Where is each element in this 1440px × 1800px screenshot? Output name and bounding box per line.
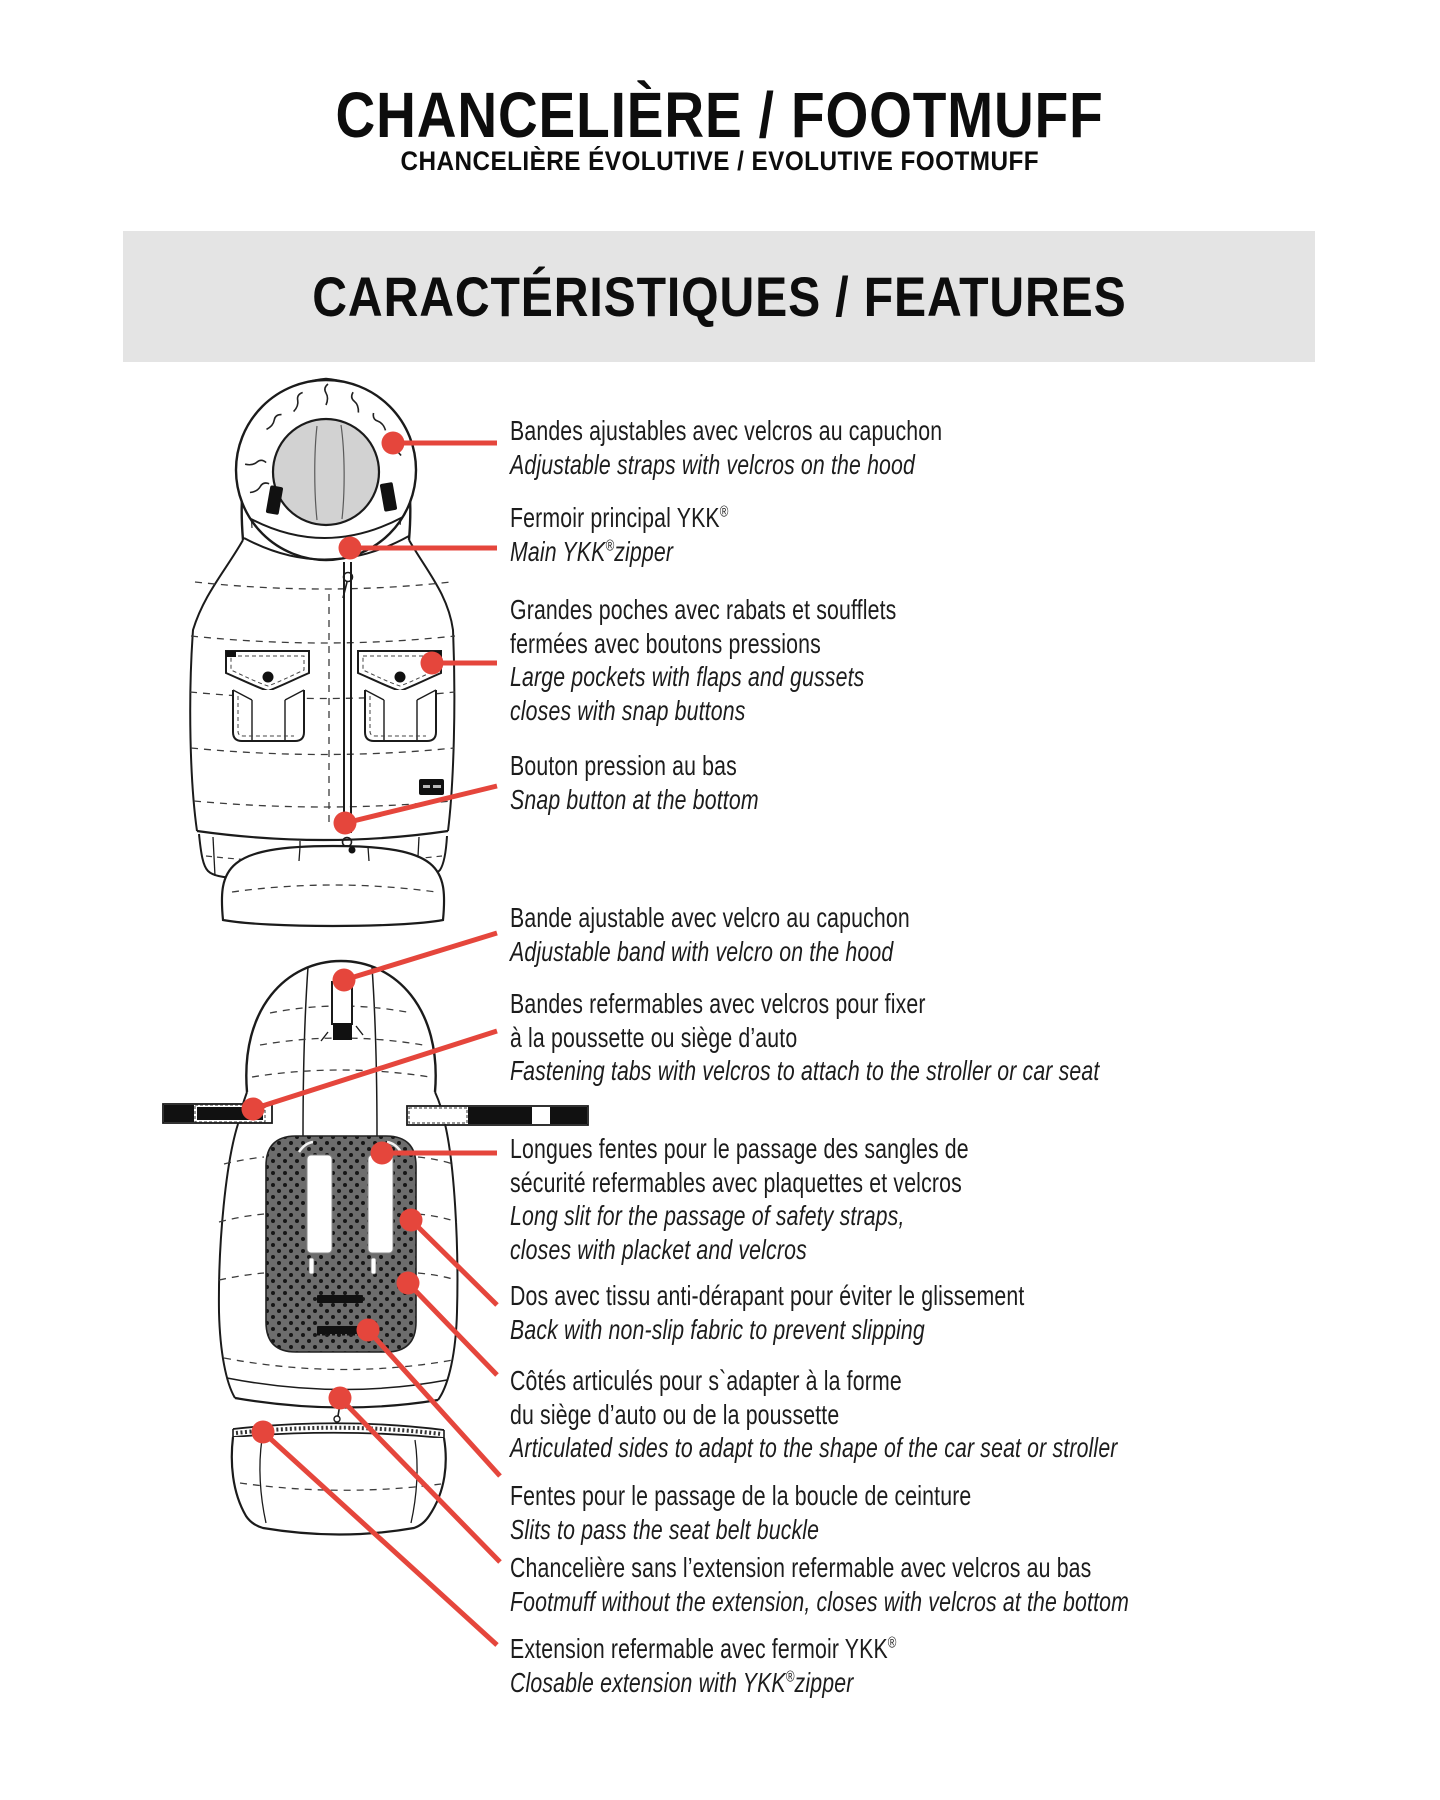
callout-label-safety-strap-slits: [510, 1132, 969, 1266]
label-line-en: closes with snap buttons: [510, 694, 746, 726]
label-line-fr: Fermoir principal YKK®: [510, 502, 729, 533]
label-line-fr: sécurité refermables avec plaquettes et velcros: [510, 1166, 962, 1198]
section-heading: CARACTÉRISTIQUES / FEATURES: [311, 265, 1127, 328]
registered-mark: ®: [785, 1668, 795, 1686]
label-line-fr: Dos avec tissu anti-dérapant pour éviter le glissement: [510, 1280, 1025, 1311]
callout-label-belt-buckle-slits: [510, 1479, 971, 1546]
label-line-fr: Longues fentes pour le passage des sangles de: [510, 1133, 969, 1164]
label-line-en: Back with non-slip fabric to prevent slipping: [510, 1313, 925, 1345]
label-line-en: closes with placket and velcros: [510, 1233, 807, 1265]
label-line-fr: Bandes refermables avec velcros pour fixer: [510, 988, 926, 1019]
label-line-fr: Bouton pression au bas: [510, 750, 737, 781]
callout-label-hood-straps: [510, 414, 942, 481]
label-line-en: Slits to pass the seat belt buckle: [510, 1513, 820, 1545]
label-line-fr: Côtés articulés pour s`adapter à la forme: [510, 1365, 902, 1396]
registered-mark: ®: [887, 1634, 897, 1652]
label-line-en: Fastening tabs with velcros to attach to the stroller or car seat: [510, 1055, 1100, 1086]
label-line-en: Closable extension with YKK®zipper: [510, 1666, 854, 1698]
callout-label-closable-extension: [510, 1632, 897, 1699]
label-line-en: Main YKK®zipper: [510, 535, 674, 567]
label-line-fr: Bande ajustable avec velcro au capuchon: [510, 902, 910, 933]
callout-label-articulated-sides: [510, 1364, 1118, 1465]
label-line-en: Adjustable straps with velcros on the hood: [510, 448, 916, 480]
label-line-fr: Extension refermable avec fermoir YKK®: [510, 1633, 897, 1664]
registered-mark: ®: [719, 503, 729, 521]
callout-label-pockets: [510, 593, 896, 727]
callout-label-footmuff-without-extension: [510, 1551, 1129, 1618]
label-line-en: Articulated sides to adapt to the shape of the car seat or stroller: [510, 1432, 1118, 1463]
callout-dots: [242, 432, 444, 1444]
label-line-en: Large pockets with flaps and gussets: [510, 661, 865, 692]
label-line-fr: Grandes poches avec rabats et soufflets: [510, 594, 897, 625]
callout-label-non-slip-back: [510, 1279, 1024, 1346]
label-line-en: Long slit for the passage of safety straps,: [510, 1200, 905, 1231]
label-line-en: Footmuff without the extension, closes with velcros at the bottom: [510, 1585, 1130, 1617]
section-heading-band: [123, 231, 1315, 362]
callout-label-bottom-snap: [510, 749, 759, 816]
callout-lines: [253, 443, 500, 1645]
callout-label-hood-band: [510, 901, 910, 968]
label-line-en: Snap button at the bottom: [510, 783, 759, 815]
label-line-en: Adjustable band with velcro on the hood: [510, 935, 894, 967]
front-view-drawing: [190, 379, 455, 878]
callout-label-main-zipper: [510, 501, 729, 568]
label-line-fr: du siège d’auto ou de la poussette: [510, 1398, 840, 1430]
registered-mark: ®: [605, 537, 615, 555]
label-line-fr: Chancelière sans l’extension refermable avec velcros au bas: [510, 1552, 1092, 1583]
page-subtitle: CHANCELIÈRE ÉVOLUTIVE / EVOLUTIVE FOOTMUFF: [400, 146, 1040, 176]
header: [0, 78, 1440, 152]
label-line-fr: à la poussette ou siège d’auto: [510, 1021, 798, 1053]
label-line-fr: Bandes ajustables avec velcros au capuchon: [510, 415, 943, 446]
label-line-fr: Fentes pour le passage de la boucle de ceinture: [510, 1480, 972, 1511]
label-line-fr: fermées avec boutons pressions: [510, 627, 821, 659]
page-title: CHANCELIÈRE / FOOTMUFF: [335, 79, 1105, 151]
callout-label-fastening-tabs: [510, 987, 1099, 1088]
